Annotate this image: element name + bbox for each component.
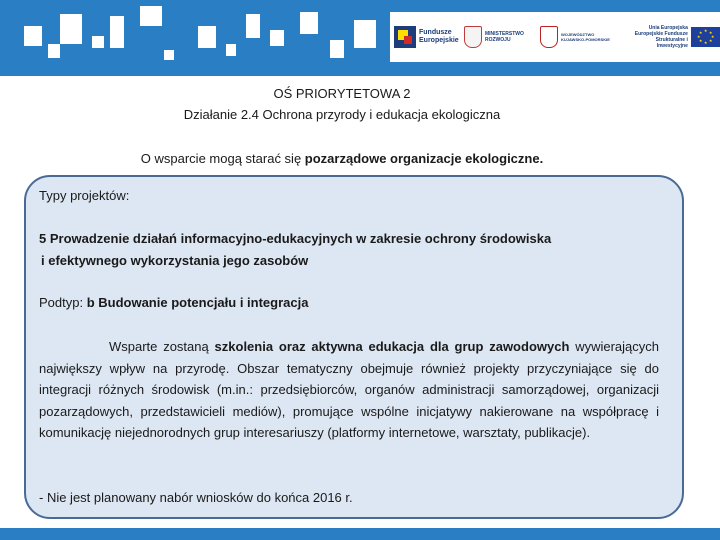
- header-band: [0, 0, 720, 76]
- intro-highlight: pozarządowe organizacje ekologiczne.: [304, 151, 544, 166]
- eu-flag-icon: ★ ★ ★ ★ ★ ★ ★ ★: [691, 27, 720, 47]
- logo-strip: [390, 12, 720, 62]
- para-bold: szkolenia oraz aktywna edukacja dla grup zawodowych: [214, 339, 570, 354]
- para-rest: wywierających największy wpływ na przyrodę. Obszar tematyczny obejmuje również projekty przyczyniające się do integracji różnych środowisk (m.in.: przedsiębiorców, organów administracji samorządowej, organizacji pozarządowych, przedstawicieli mediów), promujące wspólne inicjatywy nakierowane na współpracę i komunikację niejednorodnych grup interesariuszy (platformy internetowe, warsztaty, publikacje).: [39, 339, 660, 441]
- decor-square: [246, 14, 260, 38]
- logo-wojewodztwo: [540, 18, 610, 56]
- decor-square: [60, 14, 82, 44]
- subtype-line: [39, 295, 308, 310]
- decor-square: [140, 6, 162, 26]
- intro-line: [0, 151, 684, 166]
- decor-square: [164, 50, 174, 60]
- decor-square: [24, 26, 42, 46]
- measure-title: Działanie 2.4 Ochrona przyrody i edukacja ekologiczna: [183, 107, 501, 122]
- para-lead: Wsparte zostaną: [109, 339, 215, 354]
- decor-square: [198, 26, 216, 48]
- fundusze-europejskie-icon: [394, 26, 416, 48]
- project-line-2: i efektywnego wykorzystania jego zasobów: [41, 253, 309, 268]
- project-line-1: 5 Prowadzenie działań informacyjno-edukacyjnych w zakresie ochrony środowiska: [39, 231, 552, 246]
- region-crest-icon: [540, 26, 558, 48]
- subtype-label: Podtyp:: [39, 295, 87, 310]
- decor-square: [300, 12, 318, 34]
- logo-text-unia: Unia Europejska Europejskie Fundusze Strukturalne i Inwestycyjne: [634, 25, 688, 49]
- logo-text-fundusze: Fundusze Europejskie: [419, 29, 459, 44]
- logo-text-ministerstwo: MINISTERSTWO ROZWOJU: [485, 31, 524, 43]
- decor-square: [226, 44, 236, 56]
- logo-text-wojewodztwo: WOJEWÓDZTWO KUJAWSKO-POMORSKIE: [561, 32, 610, 42]
- intro-prefix: O wsparcie mogą starać się: [140, 151, 305, 166]
- decor-square: [110, 16, 124, 48]
- priority-axis-title: OŚ PRIORYTETOWA 2: [273, 86, 411, 101]
- logo-unia-europejska: [622, 18, 720, 56]
- decor-square: [354, 20, 376, 48]
- logo-fundusze-europejskie: [394, 18, 459, 56]
- decor-square: [92, 36, 104, 48]
- support-paragraph: [39, 336, 659, 444]
- decor-square: [48, 44, 60, 58]
- decor-square: [330, 40, 344, 58]
- subtype-value: b Budowanie potencjału i integracja: [86, 295, 309, 310]
- types-label: Typy projektów:: [39, 188, 130, 203]
- recruitment-note: - Nie jest planowany nabór wniosków do końca 2016 r.: [39, 490, 353, 505]
- logo-ministerstwo: [464, 18, 524, 56]
- decor-square: [270, 30, 284, 46]
- eagle-emblem-icon: [464, 26, 482, 48]
- footer-band: [0, 528, 720, 540]
